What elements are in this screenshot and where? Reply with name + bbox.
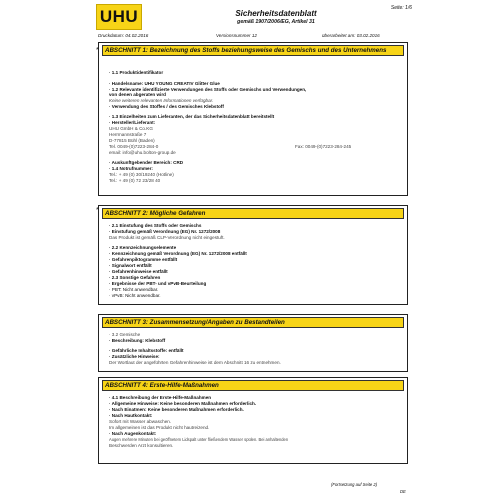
text-line: Tel.: + 49 (0) 72 23/28 40 bbox=[109, 178, 161, 183]
text-line: · Nach Hautkontakt: bbox=[109, 413, 153, 418]
text-line: · 1.3 Einzelheiten zum Lieferanten, der das Sicherheitsdatenblatt bereitstellt bbox=[109, 114, 275, 119]
text-line: · Kennzeichnung gemäß Verordnung (EG) Nr. 1272/2008 entfällt bbox=[109, 251, 247, 256]
text-line: · Nach Augenkontakt: bbox=[109, 431, 157, 436]
text-line: · 2.3 Sonstige Gefahren bbox=[109, 275, 161, 280]
text-line: Tel. 0049-(0)7223-284-0 bbox=[109, 144, 159, 149]
text-line: · Gefahrenhinweise entfällt bbox=[109, 269, 168, 274]
section-4-title: ABSCHNITT 4: Erste-Hilfe-Maßnahmen bbox=[102, 380, 404, 391]
text-line: email: info@uhu.bolton-group.de bbox=[109, 150, 176, 155]
section-2-title: ABSCHNITT 2: Mögliche Gefahren bbox=[102, 208, 404, 219]
fax-number: Fax: 0049-(0)7223-284-245 bbox=[295, 144, 352, 149]
text-line: von denen abgeraten wird bbox=[109, 92, 166, 97]
text-line: · PBT: Nicht anwendbar. bbox=[109, 287, 159, 292]
text-line: · Gefahrenpiktogramme entfällt bbox=[109, 257, 178, 262]
text-line: · Hersteller/Lieferant: bbox=[109, 120, 156, 125]
text-line: · vPvB: Nicht anwendbar. bbox=[109, 293, 161, 298]
text-line: · 1.1 Produktidentifikator bbox=[109, 70, 164, 75]
section-1: * ABSCHNITT 1: Bezeichnung des Stoffs beziehungsweise des Gemischs und des Unternehmens · 1.1 Produktidentifikator · Handelsname: UHU YOUNG CREATIV Glitter Glue · 1.2 Relevante identifizierte Verwendungen des Stoffs oder Gemischs und Verwendungen, von denen abgeraten wird Keine weiteren relevanten Informationen verfügbar. · Verwendung des Stoffes / des Gemisches Klebstoff · 1.3 Einzelheiten zum Lieferanten, der das Sicherheitsdatenblatt bereitstellt · Hersteller/Lieferant: UHU GmbH & Co.KG Herrmannstraße 7 D-77815 Bühl (Baden) Tel. 0049-(0)7223-284-0 Fax: 0049-(0)7223-284-245 email: info@uhu.bolton-group.de · Auskunftgebender Bereich: CRD · 1.4 Notrufnummer: Tel.: + 49 (0) 30/19240 (Hotline) Tel.: + 49 (0) 72 23/28 40 bbox=[98, 42, 408, 196]
text-line: Im allgemeinen ist das Produkt nicht hautreizend. bbox=[109, 425, 210, 430]
text-line: Augen mehrere Minuten bei geöffnetem Lidspalt unter fließendem Wasser spülen. Bei anhaltenden bbox=[109, 437, 289, 442]
text-line: D-77815 Bühl (Baden) bbox=[109, 138, 155, 143]
document-page bbox=[96, 0, 412, 500]
text-line: · 2.1 Einstufung des Stoffs oder Gemischs bbox=[109, 223, 202, 228]
document-title: Sicherheitsdatenblatt bbox=[235, 9, 317, 18]
text-line: · Beschreibung: Klebstoff bbox=[109, 338, 166, 343]
text-line: UHU GmbH & Co.KG bbox=[109, 126, 153, 131]
print-date: Druckdatum: 04.02.2016 bbox=[98, 33, 149, 38]
version-number: Versionsnummer 12 bbox=[216, 33, 257, 38]
text-line: · Handelsname: UHU YOUNG CREATIV Glitter Glue bbox=[109, 81, 220, 86]
language-code: DE bbox=[400, 489, 406, 494]
text-line: · Signalwort entfällt bbox=[109, 263, 152, 268]
text-line: · Einstufung gemäß Verordnung (EG) Nr. 1272/2008 bbox=[109, 229, 221, 234]
section-4 bbox=[98, 377, 408, 464]
text-line: · 1.4 Notrufnummer: bbox=[109, 166, 153, 171]
continued-note: (Fortsetzung auf Seite 2) bbox=[331, 482, 378, 487]
section-1-title: ABSCHNITT 1: Bezeichnung des Stoffs beziehungsweise des Gemischs und des Unternehmens bbox=[102, 45, 404, 56]
text-line: Keine weiteren relevanten Informationen verfügbar. bbox=[109, 98, 214, 103]
page-number: Seite: 1/6 bbox=[390, 5, 412, 11]
section-3-title: ABSCHNITT 3: Zusammensetzung/Angaben zu Bestandteilen bbox=[102, 317, 404, 328]
text-line: · 3.2 Gemische bbox=[109, 332, 141, 337]
text-line: · 2.2 Kennzeichnungselemente bbox=[109, 245, 177, 250]
text-line: Tel.: + 49 (0) 30/19240 (Hotline) bbox=[109, 172, 174, 177]
section-3 bbox=[98, 314, 408, 372]
text-line: Der Wortlaut der angeführten Gefahrenhinweise ist dem Abschnitt 16 zu entnehmen. bbox=[109, 360, 281, 365]
section-2: * ABSCHNITT 2: Mögliche Gefahren · 2.1 Einstufung des Stoffs oder Gemischs · Einstufung gemäß Verordnung (EG) Nr. 1272/2008 Das Produkt ist gemäß CLP-Verordnung nicht eingestuft. · 2.2 Kennzeichnungselemente · Kennzeichnung gemäß Verordnung (EG) Nr. 1272/2008 entfällt · Gefahrenpiktogramme entfällt · Signalwort entfällt · Gefahrenhinweise entfällt · 2.3 Sonstige Gefahren · Ergebnisse der PBT- und vPvB-Beurteilung · PBT: Nicht anwendbar. · vPvB: Nicht anwendbar. bbox=[98, 205, 408, 305]
text-line: · Nach Einatmen: Keine besonderen Maßnahmen erforderlich. bbox=[109, 407, 244, 412]
text-line: · Verwendung des Stoffes / des Gemisches Klebstoff bbox=[109, 104, 224, 109]
text-line: Sofort mit Wasser abwaschen. bbox=[109, 419, 172, 424]
uhu-logo: UHU bbox=[96, 4, 142, 30]
document-subtitle: gemäß 1907/2006/EG, Artikel 31 bbox=[237, 19, 315, 25]
text-line: · Gefährliche Inhaltsstoffe: entfällt bbox=[109, 348, 184, 353]
text-line: Herrmannstraße 7 bbox=[109, 132, 147, 137]
text-line: · 4.1 Beschreibung der Erste-Hilfe-Maßnahmen bbox=[109, 395, 212, 400]
text-line: · Auskunftgebender Bereich: CRD bbox=[109, 160, 184, 165]
text-line: · Allgemeine Hinweise: Keine besonderen Maßnahmen erforderlich. bbox=[109, 401, 257, 406]
text-line: · Ergebnisse der PBT- und vPvB-Beurteilung bbox=[109, 281, 207, 286]
text-line: Beschwerden Arzt konsultieren. bbox=[109, 443, 174, 448]
text-line: · 1.2 Relevante identifizierte Verwendungen des Stoffs oder Gemischs und Verwendungen, bbox=[109, 87, 307, 92]
text-line: Das Produkt ist gemäß CLP-Verordnung nicht eingestuft. bbox=[109, 235, 225, 240]
text-line: · Zusätzliche Hinweise: bbox=[109, 354, 160, 359]
revision-date: überarbeitet am: 03.02.2016 bbox=[322, 33, 380, 38]
